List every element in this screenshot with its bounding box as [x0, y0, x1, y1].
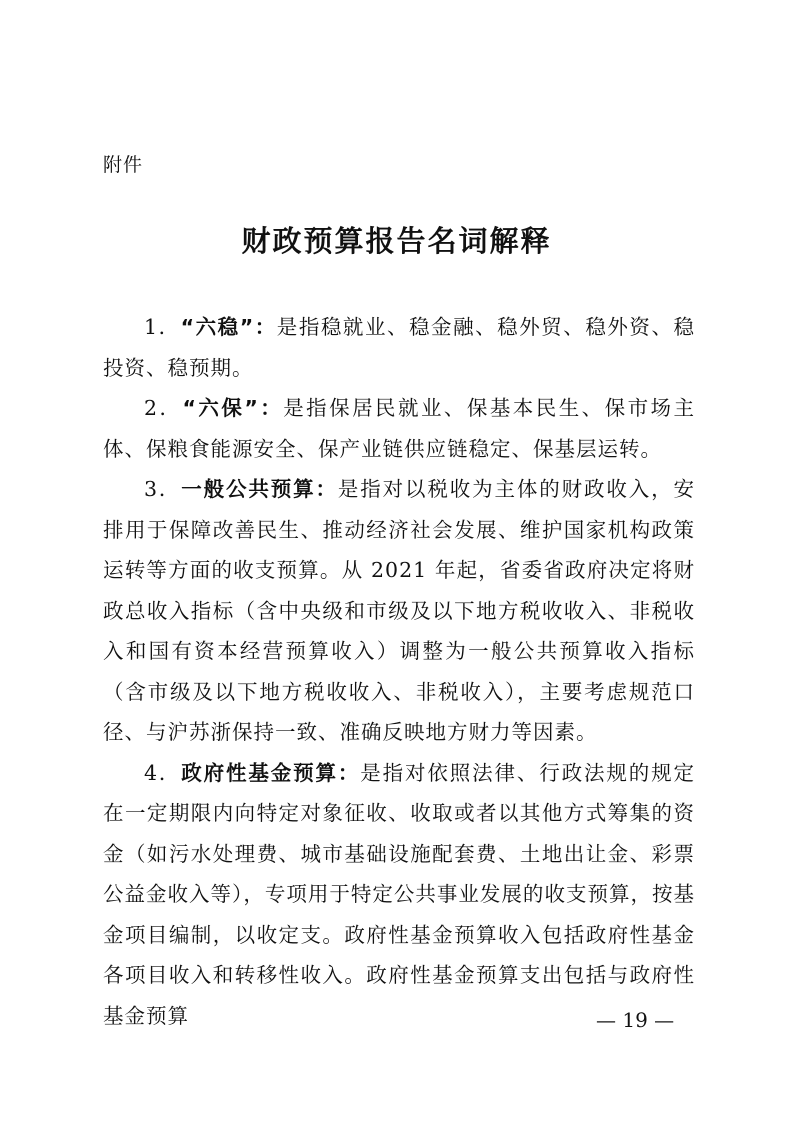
paragraph-4 — [103, 753, 695, 1037]
paragraph-number: 2． — [144, 396, 183, 420]
paragraph-1 — [103, 307, 695, 388]
paragraph-text: 是指保居民就业、保基本民生、保市场主体、保粮食能源安全、保产业链供应链稳定、保基层运转。 — [103, 396, 696, 461]
paragraph-2 — [103, 388, 695, 469]
term-label: “六稳”： — [180, 315, 277, 339]
paragraph-text: 是指稳就业、稳金融、稳外贸、稳外资、稳投资、稳预期。 — [103, 315, 696, 380]
term-label: 一般公共预算： — [181, 477, 338, 501]
paragraph-text: 是指对依照法律、行政法规的规定在一定期限内向特定对象征收、收取或者以其他方式筹集的资金（如污水处理费、城市基础设施配套费、土地出让金、彩票公益金收入等），专项用于特定公共事业发展的收支预算，按基金项目编制，以收定支。政府性基金预算收入包括政府性基金各项目收入和转移性收入。政府性基金预算支出包括与政府性基金预算 — [103, 760, 696, 1028]
page-number: — 19 — — [596, 1008, 675, 1032]
paragraph-number: 4． — [144, 760, 182, 785]
document-body — [103, 307, 695, 1036]
paragraph-3 — [103, 469, 695, 753]
term-label: 政府性基金预算： — [181, 760, 361, 785]
paragraph-number: 1． — [144, 315, 181, 339]
attachment-label: 附件 — [103, 154, 144, 176]
term-label: “六保”： — [182, 396, 284, 420]
document-title: 财政预算报告名词解释 — [241, 224, 552, 258]
paragraph-number: 3． — [144, 477, 182, 501]
paragraph-text: 是指对以税收为主体的财政收入，安排用于保障改善民生、推动经济社会发展、维护国家机构政策运转等方面的收支预算。从 2021 年起，省委省政府决定将财政总收入指标（含中央级和市级及以下地方税收收入、非税收入和国有资本经营预算收入）调整为一般公共预算收入指标（含市级及以下地方税收收入、非税收入），主要考虑规范口径、与沪苏浙保持一致、准确反映地方财力等因素。 — [103, 477, 696, 744]
